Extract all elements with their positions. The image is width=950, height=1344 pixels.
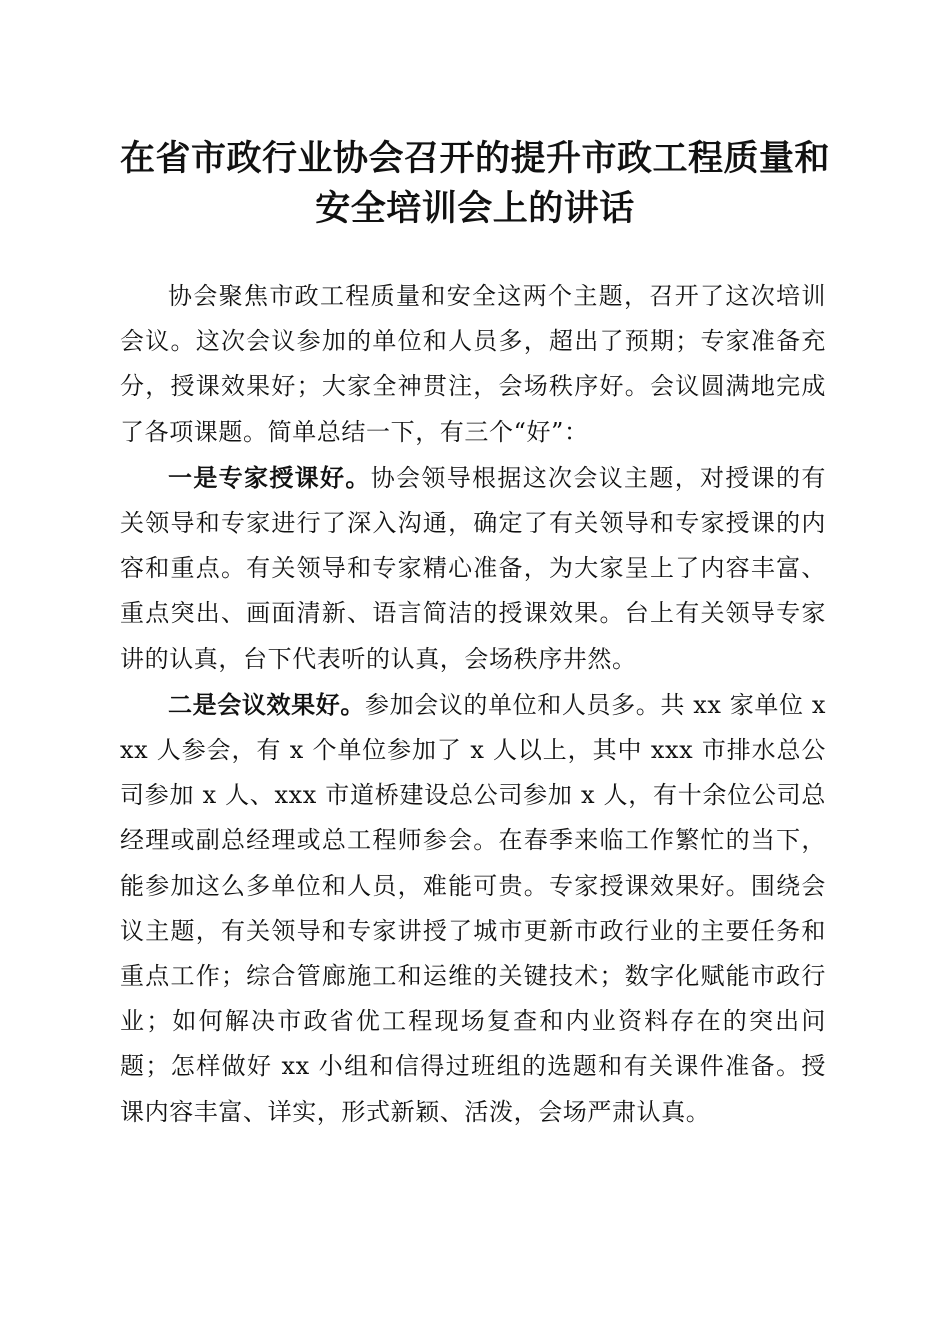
paragraph-text: 协会聚焦市政工程质量和安全这两个主题，召开了这次培训会议。这次会议参加的单位和人员多，超出了预期；专家准备充分，授课效果好；大家全神贯注，会场秩序好。会议圆满地完成了各项课题。简单总结一下，有三个“好”： [120,282,826,446]
paragraph-text: 协会领导根据这次会议主题，对授课的有关领导和专家进行了深入沟通，确定了有关领导和专家授课的内容和重点。有关领导和专家精心准备，为大家呈上了内容丰富、重点突出、画面清新、语言简洁的授课效果。台上有关领导专家讲的认真，台下代表听的认真，会场秩序井然。 [120,463,826,673]
title-line-1: 在省市政行业协会召开的提升市政工程质量和 [119,138,830,179]
paragraph-text: 参加会议的单位和人员多。共 xx 家单位 xxx 人参会，有 x 个单位参加了 x 人以上，其中 xxx 市排水总公司参加 x 人、xxx 市道桥建设总公司参加 x 人，有十余位公司总经理或副总经理或总工程师参会。在春季来临工作繁忙的当下，能参加这么多单位和人员，难能可贵。专家授课效果好。围绕会议主题，有关领导和专家讲授了城市更新市政行业的主要任务和重点工作；综合管廊施工和运维的关键技术；数字化赋能市政行业；如何解决市政省优工程现场复查和内业资料存在的突出问题；怎样做好 xx 小组和信得过班组的选题和有关课件准备。授课内容丰富、详实，形式新颖、活泼，会场严肃认真。 [120,690,826,1126]
paragraph-expert-teaching [120,455,826,682]
paragraph-meeting-effect [120,682,826,1135]
paragraph-lead: 二是会议效果好。 [168,689,365,719]
paragraph-intro [120,274,826,455]
paragraph-lead: 一是专家授课好。 [168,462,371,492]
title-line-2: 安全培训会上的讲话 [315,188,635,229]
document-title [110,134,840,234]
document-body [120,274,826,1135]
